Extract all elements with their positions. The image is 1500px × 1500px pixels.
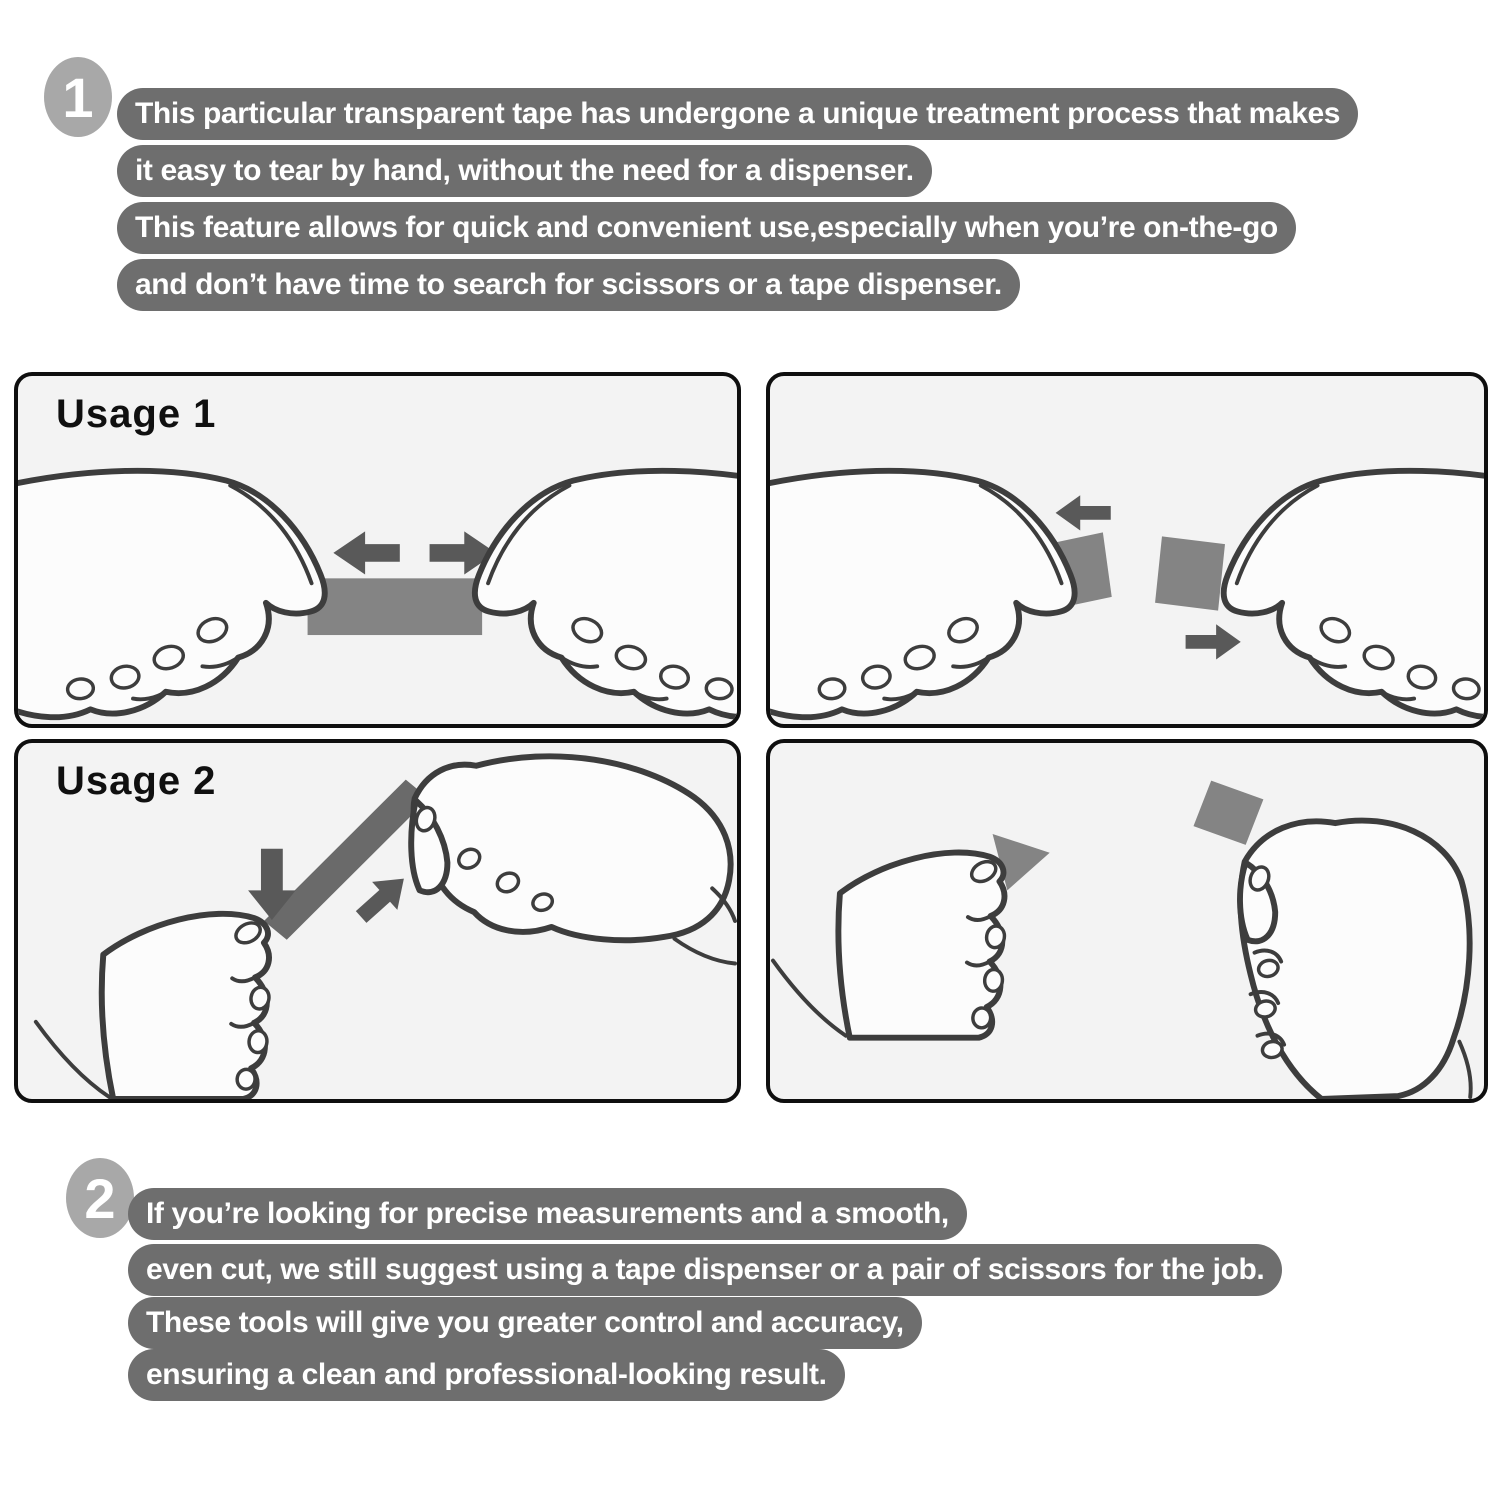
arrow-left-icon [1056, 495, 1111, 530]
step-1-badge [44, 57, 112, 137]
step-2-number: 2 [84, 1166, 116, 1230]
panel-usage1-torn [766, 372, 1488, 728]
step-2-text-line-1: If you’re looking for precise measurements and a smooth, [128, 1188, 967, 1240]
left-hand-illustration [36, 914, 271, 1099]
step-1-number: 1 [62, 65, 94, 129]
step-1-text-line-3: This feature allows for quick and convenient use,especially when you’re on-the-go [117, 202, 1296, 254]
tape-strip-diagonal [264, 780, 429, 940]
panel-usage2-result [766, 739, 1488, 1103]
panel-usage2-angle [14, 739, 741, 1103]
step-1-text-line-4: and don’t have time to search for scissors or a tape dispenser. [117, 259, 1020, 311]
arrow-left-icon [333, 531, 399, 574]
right-hand-illustration [475, 471, 737, 717]
step-1-text-line-2: it easy to tear by hand, without the need for a dispenser. [117, 145, 932, 197]
step-2-text-line-2: even cut, we still suggest using a tape dispenser or a pair of scissors for the job. [128, 1244, 1282, 1296]
step-1-text-line-1: This particular transparent tape has undergone a unique treatment process that makes [117, 88, 1358, 140]
tape-strip [308, 578, 483, 635]
right-hand-illustration [1224, 471, 1484, 717]
tape-piece-right [1155, 536, 1225, 610]
usage2-result-illustration [770, 743, 1484, 1099]
arrow-up-right-icon [349, 865, 417, 931]
left-hand-illustration [770, 471, 1075, 717]
right-hand-illustration [1240, 821, 1471, 1099]
arrow-right-icon [1186, 624, 1241, 659]
left-hand-illustration [18, 471, 325, 717]
usage-1-label: Usage 1 [56, 392, 217, 436]
usage1-torn-illustration [770, 376, 1484, 724]
usage-2-label: Usage 2 [56, 759, 217, 803]
left-hand-illustration [773, 853, 1006, 1038]
step-2-badge [66, 1158, 134, 1238]
step-2-text-line-4: ensuring a clean and professional-looking result. [128, 1349, 845, 1401]
right-hand-illustration [411, 756, 735, 963]
step-2-text-line-3: These tools will give you greater control and accuracy, [128, 1297, 922, 1349]
tape-piece-right [1193, 781, 1263, 845]
panel-usage1-pull [14, 372, 741, 728]
